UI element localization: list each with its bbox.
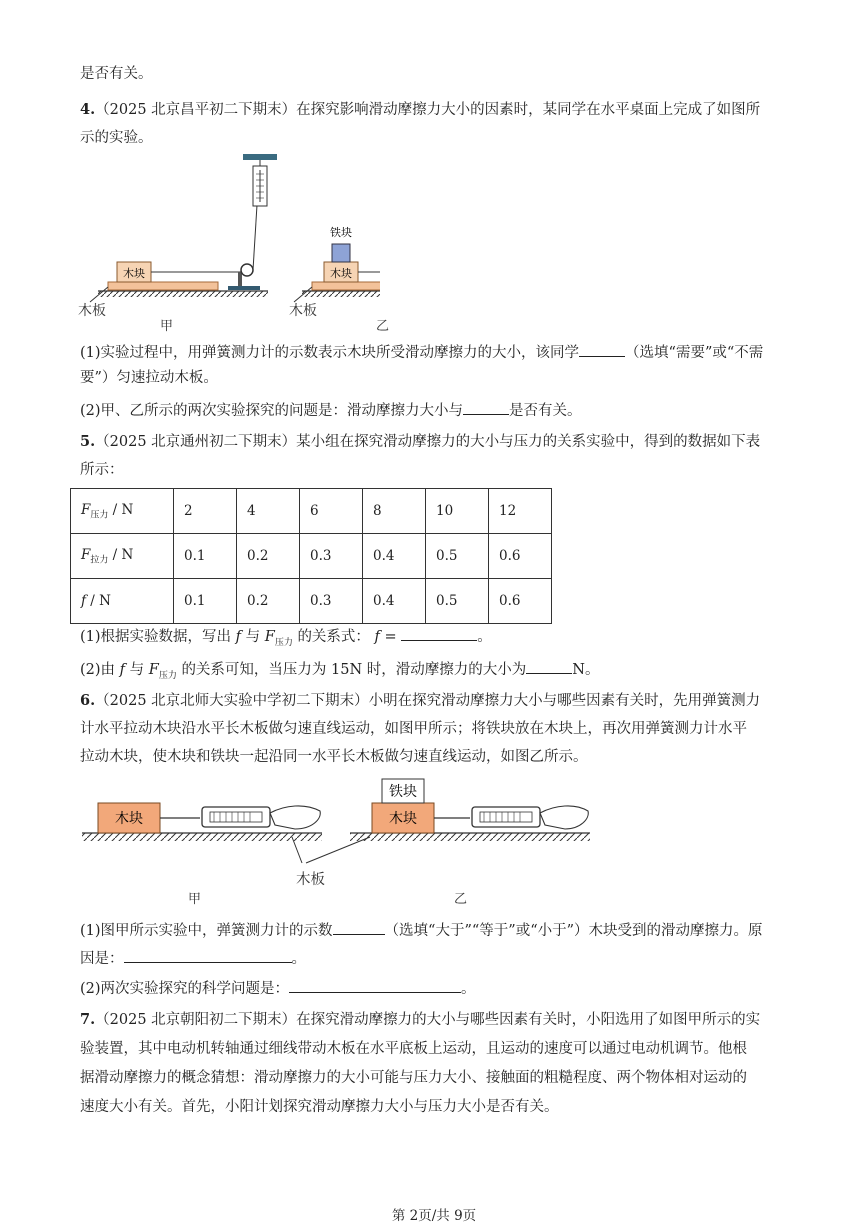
label-wood-block-left: 木块 xyxy=(123,267,145,280)
answer-blank xyxy=(333,918,385,935)
table-cell: 4 xyxy=(237,489,300,534)
question-6-part-1: (1)图甲所示实验中，弹簧测力计的示数 （选填“大于”“等于”或“小于”）木块受到的滑动摩擦力。原 xyxy=(80,918,763,941)
table-cell: 0.6 xyxy=(489,534,552,579)
table-row xyxy=(71,579,552,624)
figure-caption-yi: 乙 xyxy=(454,892,468,907)
label-iron-block: 铁块 xyxy=(330,226,352,239)
text-line: 所示： xyxy=(80,462,124,478)
table-cell: 2 xyxy=(174,489,237,534)
question-6-stem: 6.（2025 北京北师大实验中学初二下期末）小明在探究滑动摩擦力大小与哪些因素有关时，先用弹簧测力 xyxy=(80,692,761,709)
question-4-part-2: (2)甲、乙所示的两次实验探究的问题是：滑动摩擦力大小与 是否有关。 xyxy=(80,398,582,421)
answer-blank xyxy=(401,624,477,641)
table-cell: 10 xyxy=(426,489,489,534)
table-cell: 0.2 xyxy=(237,579,300,624)
answer-blank xyxy=(579,340,625,357)
answer-blank xyxy=(526,657,572,674)
data-table-body xyxy=(71,489,552,624)
label-wood-block-right: 木块 xyxy=(330,267,352,280)
text-line: 验装置，其中电动机转轴通过细线带动木板在水平底板上运动，且运动的速度可以通过电动机调节。他根 xyxy=(80,1041,747,1057)
apparatus-right xyxy=(350,779,590,841)
table-cell: 0.6 xyxy=(489,579,552,624)
label-iron-block: 铁块 xyxy=(389,784,417,800)
figure-caption-jia: 甲 xyxy=(188,892,202,907)
table-cell: 6 xyxy=(300,489,363,534)
label-board-left: 木板 xyxy=(78,303,106,319)
table-cell: 8 xyxy=(363,489,426,534)
question-4-stem: 4.（2025 北京昌平初二下期末）在探究影响滑动摩擦力大小的因素时，某同学在水平桌面上完成了如图所 xyxy=(80,101,761,118)
table-cell: 0.4 xyxy=(363,579,426,624)
table-cell: 0.5 xyxy=(426,534,489,579)
label-board: 木板 xyxy=(296,872,325,888)
question-4-part-1: (1)实验过程中，用弹簧测力计的示数表示木块所受滑动摩擦力的大小，该同学 （选填“需要”或“不需 xyxy=(80,340,763,363)
label-wood-block-right: 木块 xyxy=(389,811,417,827)
apparatus-right xyxy=(294,154,380,302)
answer-blank xyxy=(289,976,461,993)
figure-caption-jia: 甲 xyxy=(160,319,174,334)
table-cell: 0.5 xyxy=(426,579,489,624)
table-cell: 0.4 xyxy=(363,534,426,579)
text-line: 据滑动摩擦力的概念猜想：滑动摩擦力的大小可能与压力大小、接触面的粗糙程度、两个物体相对运动的 xyxy=(80,1070,747,1086)
table-row xyxy=(71,534,552,579)
table-cell: 0.3 xyxy=(300,579,363,624)
question-5-stem: 5.（2025 北京通州初二下期末）某小组在探究滑动摩擦力的大小与压力的关系实验中，得到的数据如下表 xyxy=(80,433,761,450)
table-cell: 0.1 xyxy=(174,534,237,579)
row-header: f / N xyxy=(71,579,174,624)
friction-apparatus-figure-4 xyxy=(80,150,380,335)
apparatus-left xyxy=(90,154,277,302)
row-header: $F_{压力}$ / N xyxy=(71,489,174,534)
label-board-right: 木板 xyxy=(289,303,317,319)
table-cell: 0.3 xyxy=(300,534,363,579)
table-cell: 12 xyxy=(489,489,552,534)
figure-caption-yi: 乙 xyxy=(376,319,390,334)
question-7-stem: 7.（2025 北京朝阳初二下期末）在探究滑动摩擦力的大小与哪些因素有关时，小阳选用了如图甲所示的实 xyxy=(80,1011,761,1028)
text-line: 是否有关。 xyxy=(80,66,153,82)
question-6-part-2: (2)两次实验探究的科学问题是： 。 xyxy=(80,976,476,999)
text-line: 计水平拉动木块沿水平长木板做匀速直线运动，如图甲所示；将铁块放在木块上，再次用弹簧测力计水平 xyxy=(80,721,747,737)
text-line: 要”）匀速拉动木板。 xyxy=(80,370,218,386)
table-cell: 0.1 xyxy=(174,579,237,624)
text-line: 速度大小有关。首先，小阳计划探究滑动摩擦力大小与压力大小是否有关。 xyxy=(80,1099,559,1115)
question-5-part-1: (1)根据实验数据，写出 f 与 $F_{压力}$ 的关系式： f = 。 xyxy=(80,624,492,653)
label-wood-block-left: 木块 xyxy=(115,811,143,827)
answer-blank xyxy=(463,398,509,415)
data-table xyxy=(70,488,552,624)
text-line: 因是： 。 xyxy=(80,946,306,969)
text-line: 拉动木块，使木块和铁块一起沿同一水平长木板做匀速直线运动，如图乙所示。 xyxy=(80,749,588,765)
table-row xyxy=(71,489,552,534)
question-5-part-2: (2)由 f 与 $F_{压力}$ 的关系可知，当压力为 15N 时，滑动摩擦力的大小为 N。 xyxy=(80,657,599,686)
apparatus-left xyxy=(82,803,322,841)
friction-apparatus-figure-6 xyxy=(80,775,600,895)
row-header: $F_{拉力}$ / N xyxy=(71,534,174,579)
answer-blank xyxy=(124,946,292,963)
text-line: 示的实验。 xyxy=(80,130,153,146)
page-footer: 第 2页/共 9页 xyxy=(391,1208,477,1224)
table-cell: 0.2 xyxy=(237,534,300,579)
